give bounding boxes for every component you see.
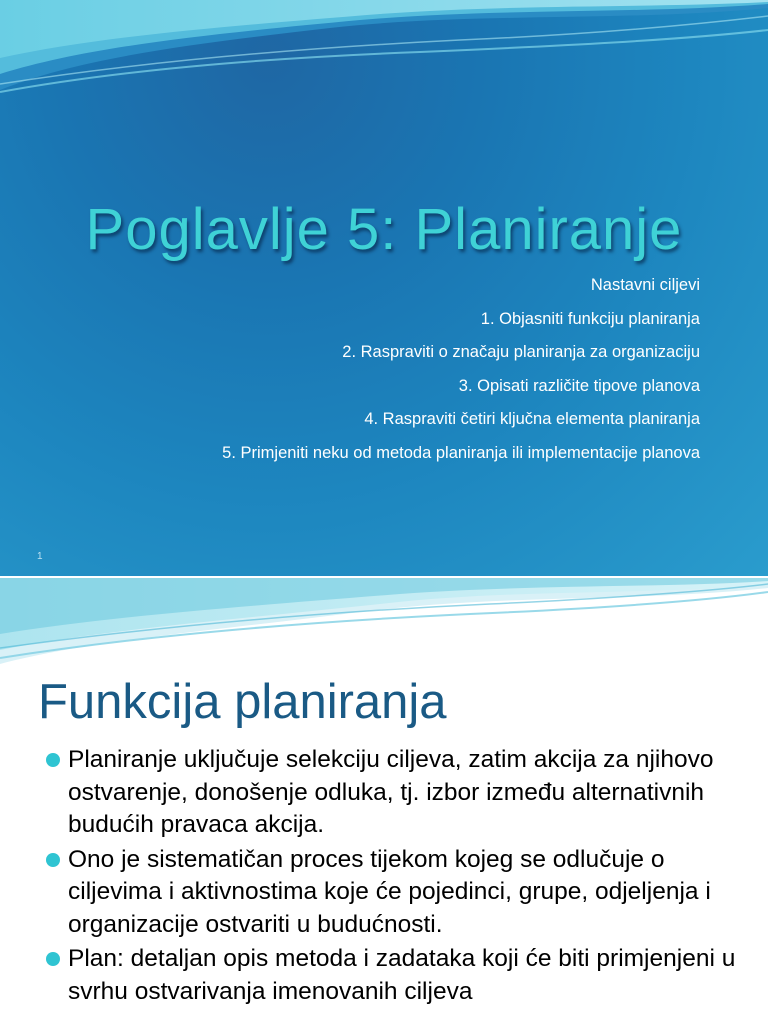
list-item: [45, 844, 745, 942]
bullet-icon: [46, 853, 60, 867]
objective-item: 4. Raspraviti četiri ključna elementa planiranja: [364, 410, 700, 428]
bullet-icon: [46, 952, 60, 966]
bullet-text: Planiranje uključuje selekciju ciljeva, zatim akcija za njihovo ostvarenje, donošenje odluka, tj. izbor između alternativnih budućih pravaca akcija.: [68, 746, 714, 838]
objective-item: 2. Raspraviti o značaju planiranja za organizaciju: [342, 343, 700, 361]
objective-item: 5. Primjeniti neku od metoda planiranja ili implementacije planova: [222, 443, 700, 462]
bullet-text: Ono je sistematičan proces tijekom kojeg se odlučuje o ciljevima i aktivnostima koje će pojedinci, grupe, odjeljenja i organizacije ostvariti u budućnosti.: [68, 845, 711, 938]
slide-2: [0, 578, 768, 1024]
list-item: [45, 943, 745, 1008]
bullet-icon: [46, 753, 60, 767]
objective-item: 3. Opisati različite tipove planova: [458, 376, 700, 395]
bullet-list: [45, 744, 745, 1010]
slide-2-title: Funkcija planiranja: [38, 675, 447, 729]
objectives-heading: Nastavni ciljevi: [590, 276, 700, 294]
slide-number: 1: [37, 551, 43, 562]
learning-objectives: [40, 272, 700, 473]
bullet-text: Plan: detaljan opis metoda i zadataka koji će biti primjenjeni u svrhu ostvarivanja imenovanih ciljeva: [68, 945, 736, 1005]
wave-decoration: [0, 578, 768, 673]
objective-item: 1. Objasniti funkciju planiranja: [480, 309, 700, 328]
list-item: [45, 744, 745, 842]
wave-decoration: [0, 0, 768, 110]
slide-1-title: Poglavlje 5: Planiranje: [85, 197, 683, 262]
